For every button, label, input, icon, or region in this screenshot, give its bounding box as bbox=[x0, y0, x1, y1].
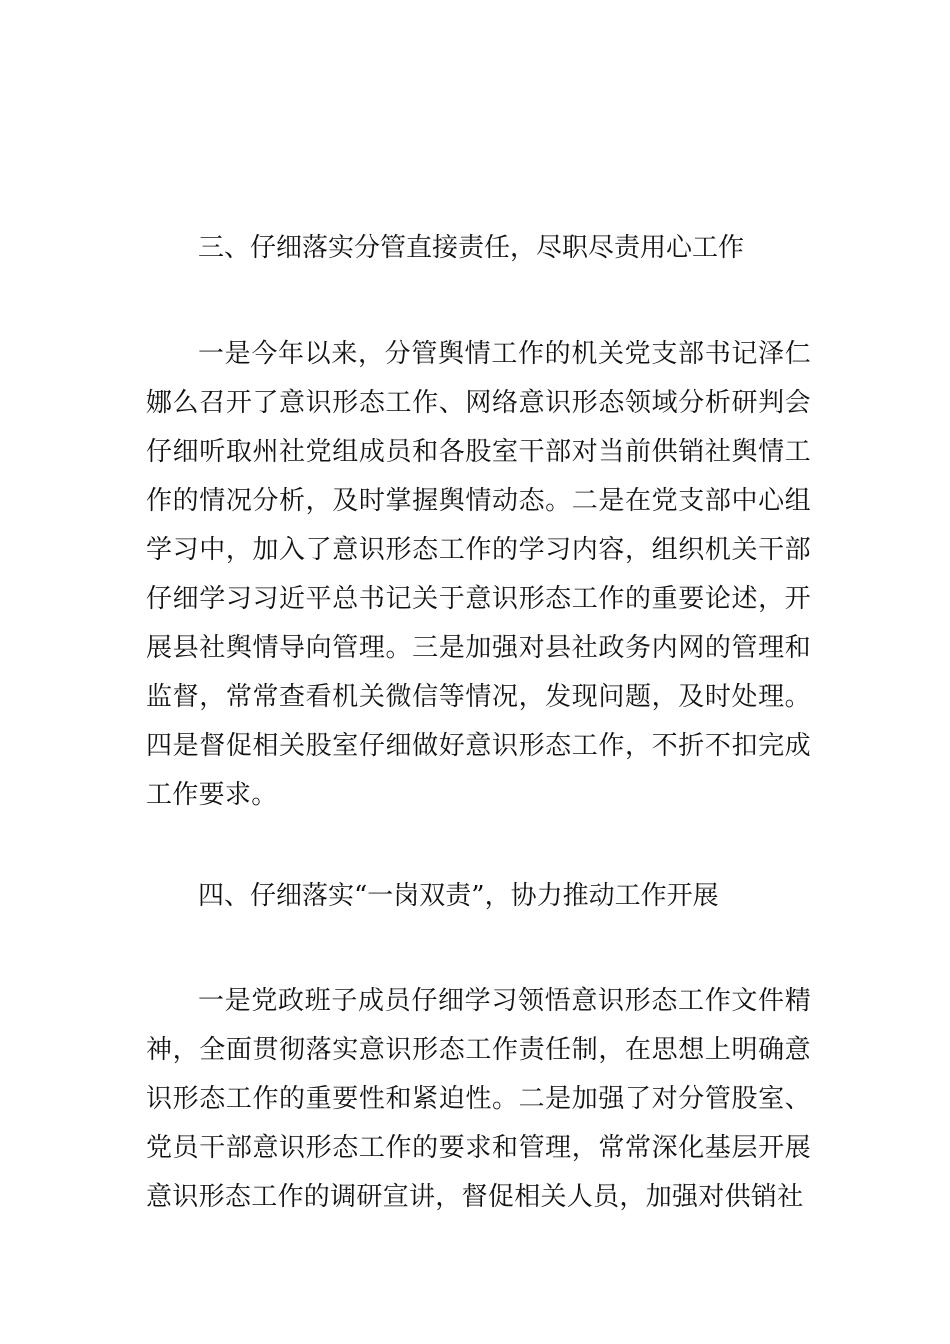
section-paragraph-3: 一是今年以来，分管舆情工作的机关党支部书记泽仁娜么召开了意识形态工作、网络意识形态领域分析研判会仔细听取州社党组成员和各股室干部对当前供销社舆情工作的情况分析，及时掌握舆情动态。二是在党支部中心组学习中，加入了意识形态工作的学习内容，组织机关干部仔细学习习近平总书记关于意识形态工作的重要论述，开展县社舆情导向管理。三是加强对县社政务内网的管理和监督，常常查看机关微信等情况，发现问题，及时处理。四是督促相关股室仔细做好意识形态工作，不折不扣完成工作要求。 bbox=[146, 339, 811, 810]
section-heading-3: 三、仔细落实分管直接责任，尽职尽责用心工作 bbox=[198, 233, 745, 263]
section-paragraph-4: 一是党政班子成员仔细学习领悟意识形态工作文件精神，全面贯彻落实意识形态工作责任制，在思想上明确意识形态工作的重要性和紧迫性。二是加强了对分管股室、党员干部意识形态工作的要求和管理，常常深化基层开展意识形态工作的调研宣讲，督促相关人员，加强对供销社 bbox=[146, 986, 811, 1212]
section-heading-4: 四、仔细落实“一岗双责”，协力推动工作开展 bbox=[198, 881, 719, 911]
